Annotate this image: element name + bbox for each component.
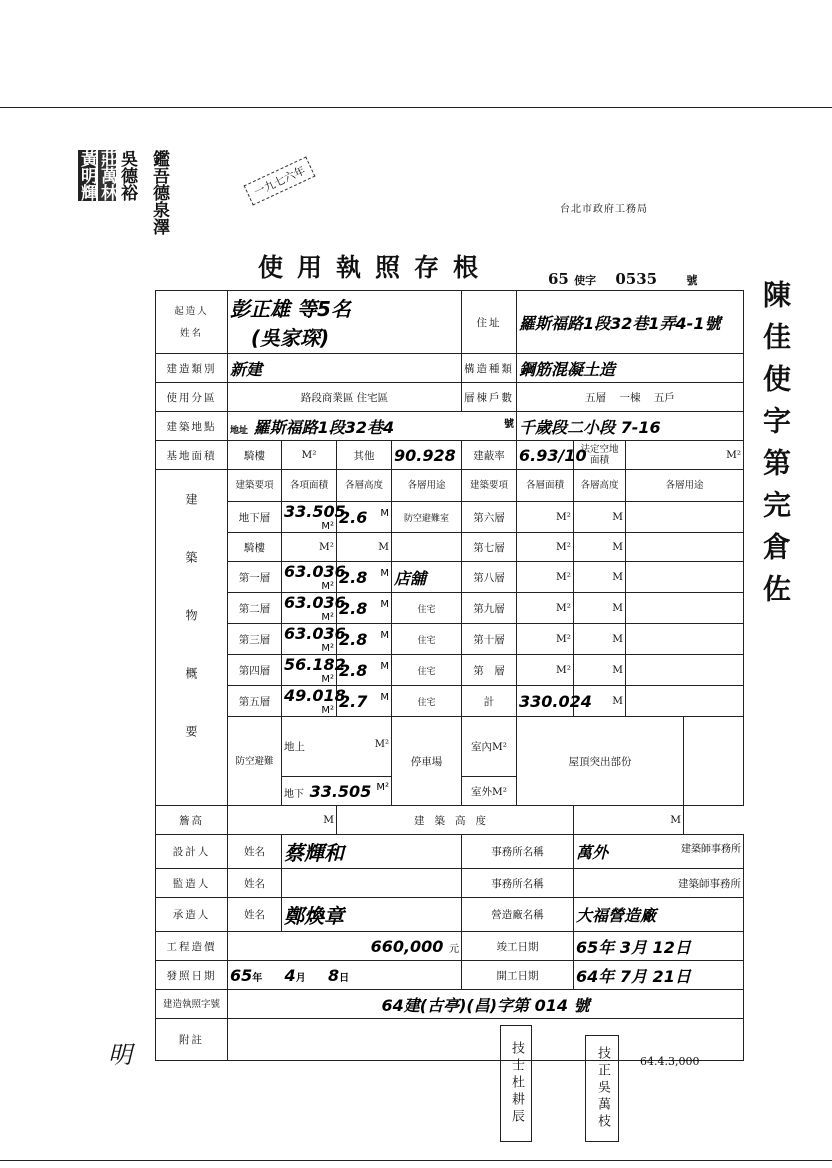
header-use-right: 各層用途 [626, 470, 744, 502]
building-side-label: 建築物概要 [156, 470, 228, 806]
height-unit: M [574, 806, 684, 835]
shelter-below: 地下 33.505 M² [282, 777, 392, 806]
address-value: 羅斯福路1段32巷1弄4-1號 [517, 291, 744, 354]
side-stamp-col4: 鑑吾德泉澤 [149, 150, 169, 235]
designer-office: 萬外 建築師事務所 [574, 835, 744, 869]
category-value: 新建 [228, 354, 462, 383]
side-stamp-col2: 莊萬林 [97, 150, 117, 201]
header-height-right: 各層高度 [574, 470, 626, 502]
zone-value: 路段商業區 住宅區 [228, 383, 462, 412]
floor-row: 地下層 33.505 M² 2.6 M 防空避難室 第六層 M² M [156, 502, 744, 533]
scan-edge-line [0, 1160, 832, 1161]
finish-label: 竣工日期 [462, 932, 574, 961]
floor-row: 第一層 63.036 M² 2.8 M 店舖 第八層 M² M [156, 562, 744, 593]
shelter-above: 地上 M² [282, 717, 392, 777]
site-section: 千歲段二小段 7-16 [517, 412, 744, 441]
category-label: 建造類別 [156, 354, 228, 383]
shelter-label: 防空避難 [228, 717, 282, 806]
area-value: 90.928 [392, 441, 462, 470]
designer-name-label: 姓名 [228, 835, 282, 869]
builder-name: 彭正雄 等5名 (吳家琛) [228, 291, 462, 354]
parking-label: 停車場 [392, 717, 462, 806]
designer-label: 設計人 [156, 835, 228, 869]
coverage-label: 建蔽率 [462, 441, 517, 470]
floor-row: 第五層 49.018 M² 2.7 M 住宅 計 330.024 M [156, 686, 744, 717]
start-value: 64年 7月 21日 [574, 961, 744, 990]
units-value: 五層 一棟 五戶 [517, 383, 744, 412]
contractor-name: 鄭煥章 [282, 898, 462, 932]
supervisor-label: 監造人 [156, 869, 228, 898]
page-title: 使用執照存根 [258, 253, 493, 282]
cost-value: 660,000 元 [228, 932, 462, 961]
total-area: 330.024 [517, 686, 574, 717]
parking-outdoor: 室外M² [462, 777, 517, 806]
side-stamp-col1: 黃明輝 [77, 150, 97, 201]
print-number: 64.4.3,000 [640, 1055, 700, 1068]
right-margin-stamp: 陳佳使字第完倉佐 [759, 280, 792, 616]
side-stamp-col3: 吳德裕 [117, 150, 137, 201]
area-label: 基地面積 [156, 441, 228, 470]
floor-row: 騎樓 M² M 第七層 M² M [156, 533, 744, 562]
supervisor-office-suffix: 建築師事務所 [574, 869, 744, 898]
area-other-label: 其他 [337, 441, 392, 470]
margin-handwriting: 明 [108, 1041, 132, 1069]
start-label: 開工日期 [462, 961, 574, 990]
floor-row: 第三層 63.036 M² 2.8 M 住宅 第十層 M² M [156, 624, 744, 655]
cost-label: 工程造價 [156, 932, 228, 961]
contractor-name-label: 姓名 [228, 898, 282, 932]
header-use-left: 各層用途 [392, 470, 462, 502]
area-house-unit: M² [282, 441, 337, 470]
site-value: 地址 羅斯福路1段32巷4 號 [228, 412, 517, 441]
eave-label: 簷高 [156, 806, 228, 835]
technician-stamp: 技士杜耕辰 [500, 1025, 532, 1142]
agency-stamp: 台北市政府工務局 [560, 204, 648, 215]
coverage-value: 6.93/10 [517, 441, 574, 470]
scan-edge-line [0, 107, 832, 108]
eave-unit: M [228, 806, 337, 835]
finish-value: 65年 3月 12日 [574, 932, 744, 961]
open-label: 法定空地面積 [574, 441, 626, 470]
construction-permit-label: 建造執照字號 [156, 990, 228, 1019]
structure-label: 構造種類 [462, 354, 517, 383]
site-label: 建築地點 [156, 412, 228, 441]
remarks-label: 附註 [156, 1019, 228, 1061]
date-stamp: 一九七六年 [244, 156, 316, 205]
parking-indoor: 室內M² [462, 717, 517, 777]
issue-value: 65年 4月 8日 [228, 961, 462, 990]
floor-row: 第二層 63.036 M² 2.8 M 住宅 第九層 M² M [156, 593, 744, 624]
chief-technician-stamp: 技正吳萬枝 [585, 1035, 619, 1142]
structure-value: 鋼筋混凝土造 [517, 354, 744, 383]
permit-form-table [155, 290, 744, 1061]
header-item-right: 建築要項 [462, 470, 517, 502]
address-label: 住址 [462, 291, 517, 354]
header-area-left: 各項面積 [282, 470, 337, 502]
designer-name: 蔡輝和 [282, 835, 462, 869]
permit-number: 65 使字 0535 號 [548, 270, 698, 288]
construction-permit-value: 64建(古亭)(昌)字第 014 號 [228, 990, 744, 1019]
designer-office-label: 事務所名稱 [462, 835, 574, 869]
contractor-factory: 大福營造廠 [574, 898, 744, 932]
open-unit: M² [626, 441, 744, 470]
header-area-right: 各層面積 [517, 470, 574, 502]
supervisor-office-label: 事務所名稱 [462, 869, 574, 898]
zone-label: 使用分區 [156, 383, 228, 412]
contractor-label: 承造人 [156, 898, 228, 932]
builder-label: 起造人 姓名 [156, 291, 228, 354]
supervisor-name-label: 姓名 [228, 869, 282, 898]
floor-row: 第四層 56.182 M² 2.8 M 住宅 第 層 M² M [156, 655, 744, 686]
header-item-left: 建築要項 [228, 470, 282, 502]
roof-label: 屋頂突出部份 [517, 717, 684, 806]
units-label: 層棟戶數 [462, 383, 517, 412]
header-height-left: 各層高度 [337, 470, 392, 502]
area-house-label: 騎樓 [228, 441, 282, 470]
contractor-factory-label: 營造廠名稱 [462, 898, 574, 932]
issue-label: 發照日期 [156, 961, 228, 990]
height-label: 建築高度 [337, 806, 574, 835]
